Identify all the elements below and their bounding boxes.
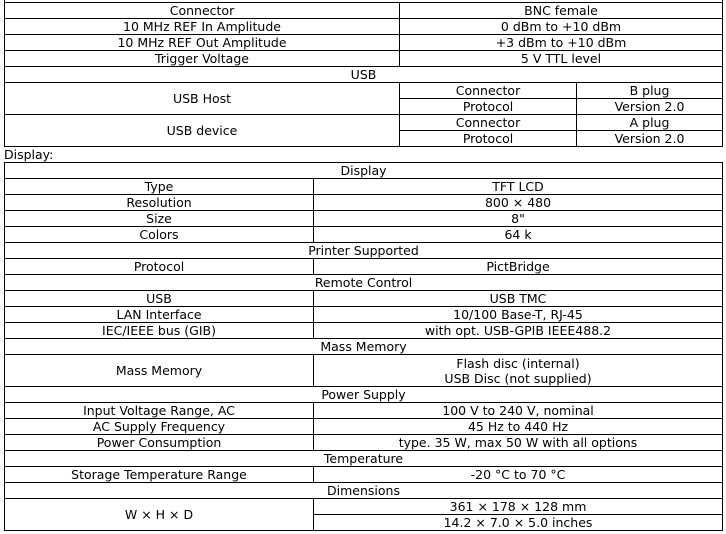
table-row: [5, 19, 723, 35]
section-header-remote: Remote Control: [5, 275, 723, 291]
spec-value: 14.2 × 7.0 × 5.0 inches: [314, 515, 723, 531]
spec-value: A plug: [577, 115, 723, 131]
spec-value: type. 35 W, max 50 W with all options: [314, 435, 723, 451]
table-row: [5, 243, 723, 259]
spec-sublabel: Connector: [400, 115, 577, 131]
table-row: [5, 51, 723, 67]
section-header-printer: Printer Supported: [5, 243, 723, 259]
spec-value: -20 °C to 70 °C: [314, 467, 723, 483]
spec-label: Size: [5, 211, 314, 227]
table-row: [5, 115, 723, 131]
table-row: [5, 467, 723, 483]
table-row: [5, 275, 723, 291]
table-row: [5, 435, 723, 451]
table-row: [5, 227, 723, 243]
spec-label: Trigger Voltage: [5, 51, 400, 67]
spec-sublabel: Connector: [400, 83, 577, 99]
spec-value-multiline: [314, 355, 723, 387]
spec-value: TFT LCD: [314, 179, 723, 195]
spec-label: Mass Memory: [5, 355, 314, 387]
spec-value-line: Flash disc (internal): [456, 355, 580, 371]
table-row: [5, 211, 723, 227]
spec-label: Resolution: [5, 195, 314, 211]
spec-label: Power Consumption: [5, 435, 314, 451]
table-row: [5, 259, 723, 275]
spec-value: Version 2.0: [577, 131, 723, 147]
display-heading: Display:: [4, 147, 54, 162]
table-row: [5, 483, 723, 499]
spec-value: +3 dBm to +10 dBm: [400, 35, 723, 51]
spec-label: Colors: [5, 227, 314, 243]
section-header-temperature: Temperature: [5, 451, 723, 467]
spec-sublabel: Protocol: [400, 99, 577, 115]
spec-value: 800 × 480: [314, 195, 723, 211]
spec-label: IEC/IEEE bus (GIB): [5, 323, 314, 339]
spec-value: with opt. USB-GPIB IEEE488.2: [314, 323, 723, 339]
table-row: [5, 291, 723, 307]
section-header-display: Display: [5, 163, 723, 179]
spec-value: Version 2.0: [577, 99, 723, 115]
spec-value: B plug: [577, 83, 723, 99]
spec-label: 10 MHz REF In Amplitude: [5, 19, 400, 35]
table-row: [5, 323, 723, 339]
spec-value: PictBridge: [314, 259, 723, 275]
spec-label: Protocol: [5, 259, 314, 275]
table-row: [5, 403, 723, 419]
spec-label: Connector: [5, 3, 400, 19]
spec-label: Input Voltage Range, AC: [5, 403, 314, 419]
display-spec-table: [4, 162, 723, 531]
table-row: [5, 419, 723, 435]
table-row: [5, 3, 723, 19]
spec-value: 10/100 Base-T, RJ-45: [314, 307, 723, 323]
spec-value: BNC female: [400, 3, 723, 19]
spec-value: 45 Hz to 440 Hz: [314, 419, 723, 435]
spec-value: 361 × 178 × 128 mm: [314, 499, 723, 515]
spec-label: AC Supply Frequency: [5, 419, 314, 435]
spec-label: USB: [5, 291, 314, 307]
usb-device-label: USB device: [5, 115, 400, 147]
spec-value-line: USB Disc (not supplied): [444, 370, 592, 386]
spec-value: 5 V TTL level: [400, 51, 723, 67]
section-header-dimensions: Dimensions: [5, 483, 723, 499]
spec-value: 64 k: [314, 227, 723, 243]
usb-host-label: USB Host: [5, 83, 400, 115]
table-row: [5, 355, 723, 387]
table-row: [5, 499, 723, 515]
spec-value: 100 V to 240 V, nominal: [314, 403, 723, 419]
table-row: [5, 195, 723, 211]
spec-label: Type: [5, 179, 314, 195]
table-row: [5, 163, 723, 179]
table-row: [5, 35, 723, 51]
table-row: [5, 179, 723, 195]
spec-label: Storage Temperature Range: [5, 467, 314, 483]
section-header-mass-memory: Mass Memory: [5, 339, 723, 355]
spec-label: LAN Interface: [5, 307, 314, 323]
spec-sublabel: Protocol: [400, 131, 577, 147]
spec-label: 10 MHz REF Out Amplitude: [5, 35, 400, 51]
dimensions-label: W × H × D: [5, 499, 314, 531]
table-row: [5, 83, 723, 99]
table-row: [5, 67, 723, 83]
section-header-power: Power Supply: [5, 387, 723, 403]
table-row: [5, 339, 723, 355]
spec-value: 8": [314, 211, 723, 227]
table-row: [5, 451, 723, 467]
spec-value: USB TMC: [314, 291, 723, 307]
table-row: [5, 307, 723, 323]
spec-value: 0 dBm to +10 dBm: [400, 19, 723, 35]
interface-spec-table: [4, 0, 723, 147]
table-row: [5, 387, 723, 403]
section-header-usb: USB: [5, 67, 723, 83]
